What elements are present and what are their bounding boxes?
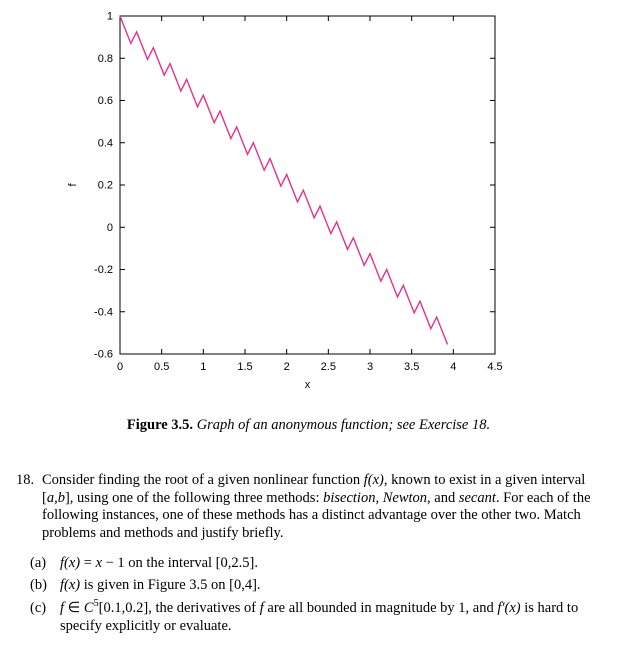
plot-svg [38, 4, 578, 400]
svg-text:4.5: 4.5 [487, 361, 503, 373]
item-c-text: f ∈ $C^5[0.1,0.2]$, the derivatives of f are all bounded in magnitude by 1, and f′(x) is hard to specify explicitly or evaluate. [60, 598, 579, 634]
exercise-item-a [30, 555, 619, 573]
svg-text:4: 4 [450, 361, 457, 373]
figure-caption-text: Graph of an anonymous function; see Exercise 18. [196, 417, 491, 433]
svg-text:3.5: 3.5 [404, 361, 420, 373]
item-b-label: (b) [30, 577, 47, 594]
function-plot [38, 4, 639, 405]
item-c-label: (c) [30, 600, 47, 617]
svg-text:0.6: 0.6 [97, 95, 113, 107]
exercise-item-c [30, 600, 619, 635]
svg-text:1.5: 1.5 [237, 361, 253, 373]
svg-text:3: 3 [366, 361, 374, 373]
item-a-label: (a) [30, 554, 47, 571]
svg-text:0: 0 [116, 361, 124, 373]
svg-text:-0.6: -0.6 [94, 348, 113, 361]
exercise-item-b [30, 577, 619, 595]
item-b-text: f(x) is given in Figure 3.5 on [0,4]. [60, 577, 261, 594]
svg-text:-0.2: -0.2 [94, 264, 113, 276]
item-a-text: f(x) = x − 1 on the interval [0,2.5]. [60, 554, 258, 571]
svg-text:0.2: 0.2 [97, 179, 113, 192]
figure-3-5 [38, 0, 639, 434]
svg-text:0.8: 0.8 [97, 52, 113, 65]
figure-caption [38, 417, 579, 434]
svg-text:1: 1 [106, 10, 113, 23]
x-axis-label: x [304, 379, 311, 391]
svg-text:0: 0 [106, 221, 113, 234]
exercise-items [16, 555, 619, 636]
svg-text:2: 2 [283, 361, 290, 373]
svg-text:1: 1 [200, 361, 207, 373]
figure-caption-label: Figure 3.5. [126, 417, 194, 433]
svg-text:2.5: 2.5 [320, 361, 336, 373]
svg-text:0.5: 0.5 [154, 361, 170, 373]
exercise-intro: Consider finding the root of a given nonlinear function f(x), known to exist in a given interval [a,b], using one of the following three methods: bisection, Newton, and secant. For each of the following instances, one of these methods has a distinct advantage over the other two. Match problems and methods and justify briefly. [42, 472, 591, 542]
svg-text:-0.4: -0.4 [94, 306, 113, 319]
y-axis-label: f [67, 183, 79, 187]
exercise-number: 18. [16, 472, 35, 488]
exercise-18 [16, 472, 619, 636]
svg-text:0.4: 0.4 [97, 137, 113, 150]
